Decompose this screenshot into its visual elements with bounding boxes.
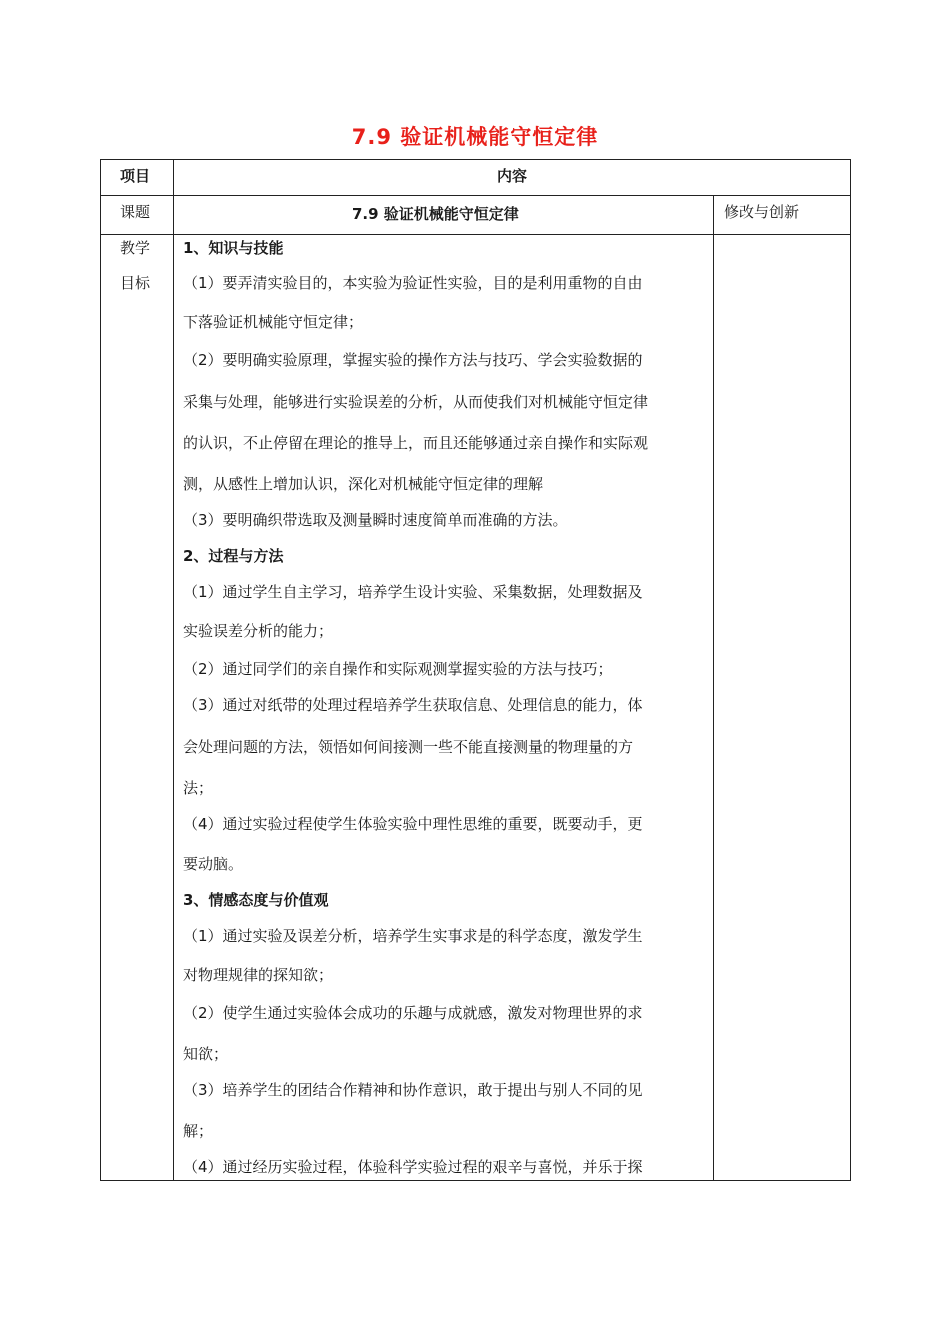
table-border-top	[100, 159, 851, 160]
section-heading-values: 3、情感态度与价值观	[183, 891, 329, 909]
content-line: 下落验证机械能守恒定律；	[183, 313, 364, 331]
section-heading-knowledge: 1、知识与技能	[183, 239, 284, 257]
content-line: （4）通过实验过程使学生体验实验中理性思维的重要，既要动手，更	[183, 815, 643, 833]
content-line: 实验误差分析的能力；	[183, 622, 334, 640]
content-line: 测，从感性上增加认识，深化对机械能守恒定律的理解	[183, 475, 544, 493]
topic-value: 7.9 验证机械能守恒定律	[352, 205, 519, 223]
content-line: （2）使学生通过实验体会成功的乐趣与成就感，激发对物理世界的求	[183, 1004, 643, 1022]
table-border-bottom	[100, 1180, 851, 1181]
content-line: 会处理问题的方法，领悟如何间接测一些不能直接测量的物理量的方	[183, 738, 634, 756]
table-border-topic	[100, 234, 851, 235]
table-border-left	[100, 159, 101, 1181]
table-divider-label	[173, 159, 174, 1181]
section-heading-process: 2、过程与方法	[183, 547, 284, 565]
content-line: （1）通过实验及误差分析，培养学生实事求是的科学态度，激发学生	[183, 927, 643, 945]
table-border-right	[850, 159, 851, 1181]
content-line: （2）要明确实验原理，掌握实验的操作方法与技巧、学会实验数据的	[183, 351, 643, 369]
content-line: （3）要明确织带选取及测量瞬时速度简单而准确的方法。	[183, 511, 568, 529]
content-line: （1）要弄清实验目的，本实验为验证性实验，目的是利用重物的自由	[183, 274, 643, 292]
header-content: 内容	[497, 167, 528, 185]
content-line: 知欲；	[183, 1045, 229, 1063]
goals-label-line1: 教学	[120, 239, 151, 257]
revise-label: 修改与创新	[724, 203, 800, 221]
topic-label: 课题	[120, 203, 151, 221]
content-line: （2）通过同学们的亲自操作和实际观测掌握实验的方法与技巧；	[183, 660, 613, 678]
content-line: 法；	[183, 779, 214, 797]
content-line: 对物理规律的探知欲；	[183, 966, 334, 984]
content-line: （1）通过学生自主学习，培养学生设计实验、采集数据，处理数据及	[183, 583, 643, 601]
table-border-header	[100, 195, 851, 196]
document-title: 7.9 验证机械能守恒定律	[351, 125, 599, 149]
content-line: （3）通过对纸带的处理过程培养学生获取信息、处理信息的能力，体	[183, 696, 643, 714]
content-line: 解；	[183, 1122, 214, 1140]
content-line: 采集与处理，能够进行实验误差的分析，从而使我们对机械能守恒定律	[183, 393, 649, 411]
content-line: 要动脑。	[183, 855, 244, 873]
content-line: 的认识，不止停留在理论的推导上，而且还能够通过亲自操作和实际观	[183, 434, 649, 452]
header-item: 项目	[120, 167, 151, 185]
table-divider-revise	[713, 195, 714, 1181]
goals-label-line2: 目标	[120, 274, 151, 292]
content-line: （3）培养学生的团结合作精神和协作意识，敢于提出与别人不同的见	[183, 1081, 643, 1099]
content-line: （4）通过经历实验过程，体验科学实验过程的艰辛与喜悦，并乐于探	[183, 1158, 643, 1176]
